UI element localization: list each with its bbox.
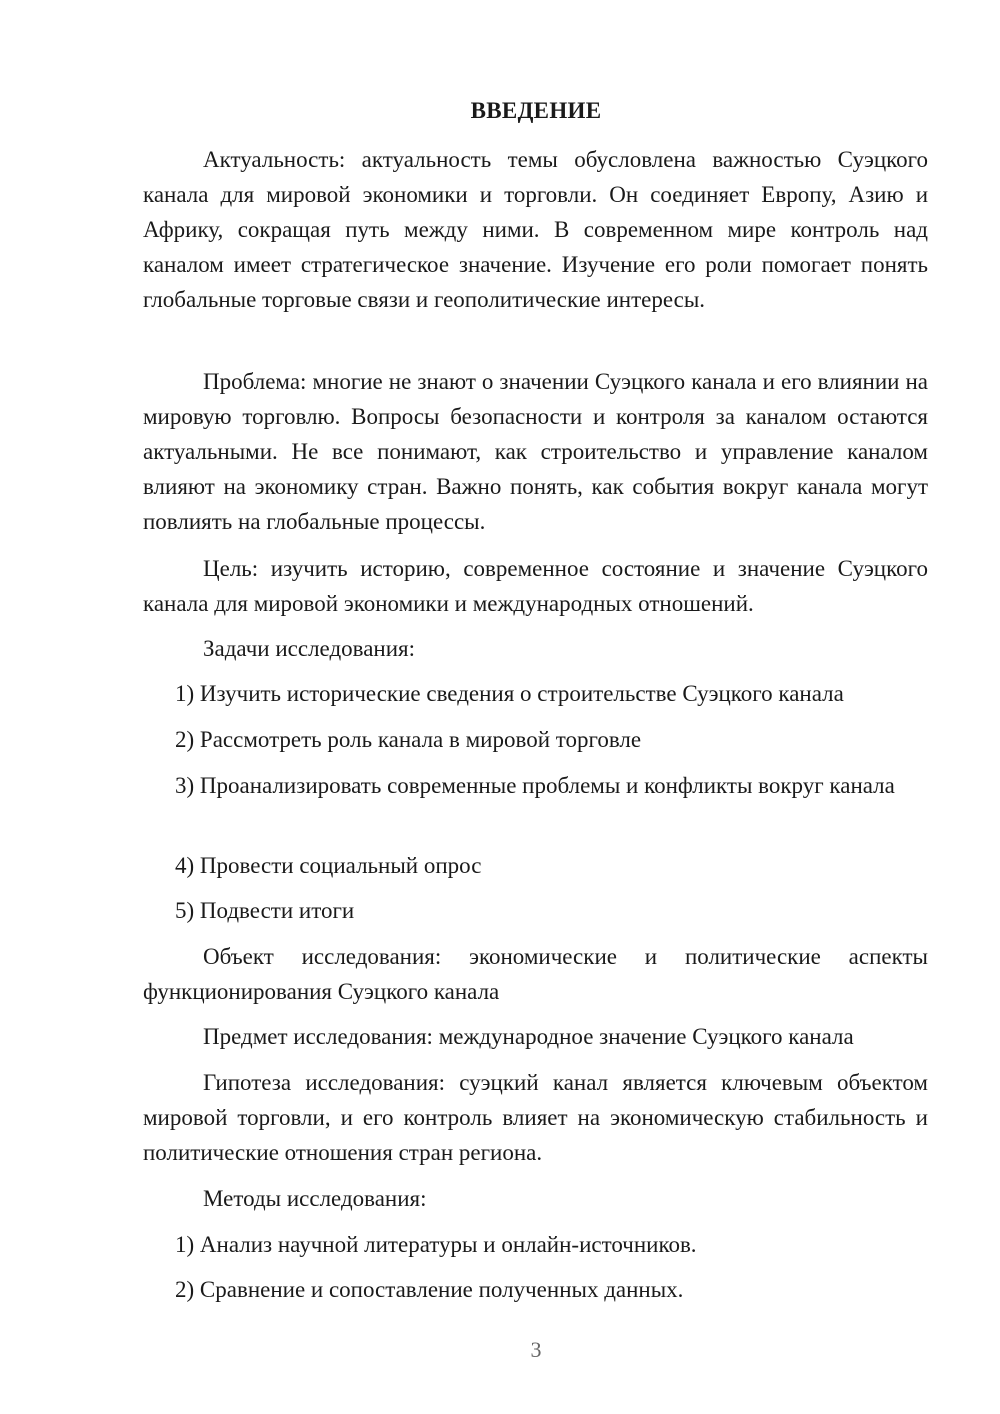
goal-paragraph: Цель: изучить историю, современное состояние и значение Суэцкого канала для мировой экономики и международных отношений. <box>143 556 928 616</box>
relevance-paragraph: Актуальность: актуальность темы обусловлена важностью Суэцкого канала для мировой экономики и торговли. Он соединяет Европу, Азию и Африку, сокращая путь между ними. В современном мире контроль над каналом имеет стратегическое значение. Изучение его роли помогает понять глобальные торговые связи и геополитические интересы. <box>143 147 928 312</box>
hypothesis-paragraph: Гипотеза исследования: суэцкий канал является ключевым объектом мировой торговли, и его контроль влияет на экономическую стабильность и политические отношения стран региона. <box>143 1070 928 1165</box>
problem-paragraph: Проблема: многие не знают о значении Суэцкого канала и его влиянии на мировую торговлю. Вопросы безопасности и контроля за каналом остаются актуальными. Не все понимают, как строительство и управление каналом влияют на экономику стран. Важно понять, как события вокруг канала могут повлиять на глобальные процессы. <box>143 369 928 534</box>
section-heading: ВВЕДЕНИЕ <box>470 98 602 123</box>
page-number: 3 <box>530 1337 542 1362</box>
task-item: 2) Рассмотреть роль канала в мировой торговле <box>175 727 642 752</box>
methods-title: Методы исследования: <box>203 1186 427 1211</box>
method-item: 1) Анализ научной литературы и онлайн-источников. <box>175 1232 697 1257</box>
object-paragraph: Объект исследования: экономические и политические аспекты функционирования Суэцкого канала <box>143 944 928 1004</box>
task-item: 1) Изучить исторические сведения о строительстве Суэцкого канала <box>175 681 844 706</box>
task-item: 3) Проанализировать современные проблемы и конфликты вокруг канала <box>175 773 895 798</box>
subject-paragraph: Предмет исследования: международное значение Суэцкого канала <box>203 1024 854 1049</box>
method-item: 2) Сравнение и сопоставление полученных данных. <box>175 1277 684 1302</box>
task-item: 4) Провести социальный опрос <box>175 853 482 878</box>
tasks-title: Задачи исследования: <box>203 636 416 661</box>
task-item: 5) Подвести итоги <box>175 898 355 923</box>
